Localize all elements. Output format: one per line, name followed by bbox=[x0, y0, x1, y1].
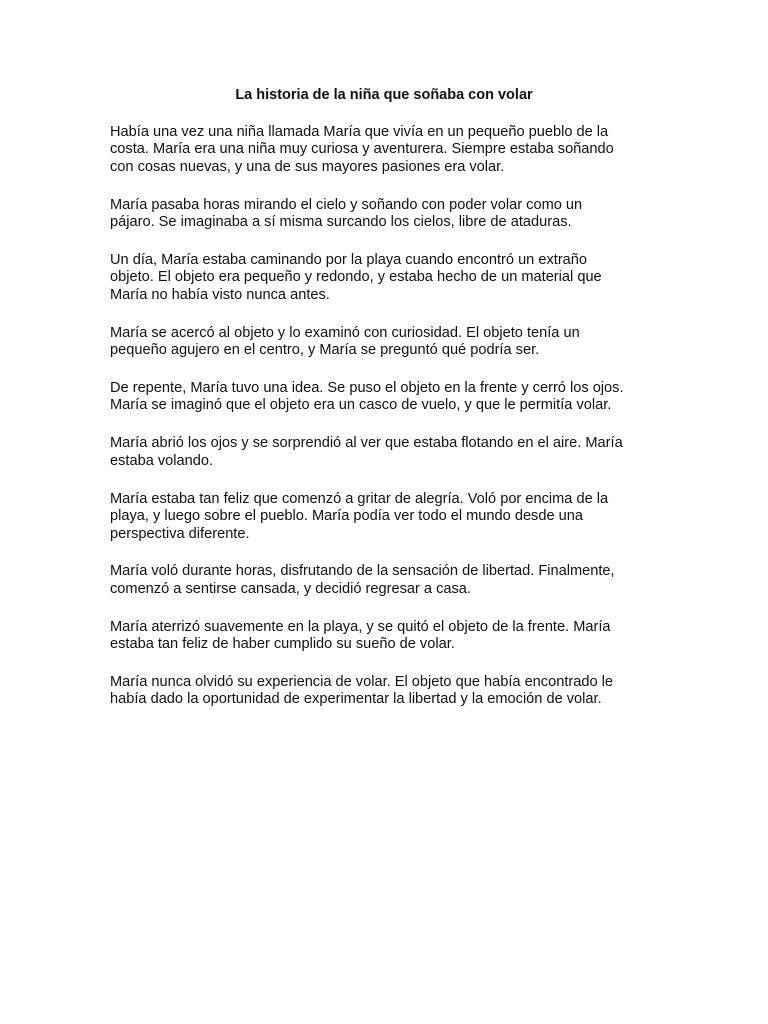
paragraph bbox=[110, 435, 670, 470]
paragraph bbox=[110, 619, 670, 654]
paragraph-line: María abrió los ojos y se sorprendió al ver que estaba flotando en el aire. María bbox=[110, 435, 623, 452]
paragraph bbox=[110, 197, 670, 232]
paragraph-line: había dado la oportunidad de experimentar la libertad y la emoción de volar. bbox=[110, 691, 602, 708]
paragraph-line: estaba volando. bbox=[110, 452, 214, 469]
paragraph-line: María aterrizó suavemente en la playa, y se quitó el objeto de la frente. María bbox=[110, 618, 611, 635]
paragraph bbox=[110, 252, 670, 304]
paragraph-line: María nunca olvidó su experiencia de volar. El objeto que había encontrado le bbox=[110, 674, 614, 691]
paragraph-line: María no había visto nunca antes. bbox=[110, 286, 330, 303]
paragraph-line: pequeño agujero en el centro, y María se preguntó qué podría ser. bbox=[110, 342, 540, 359]
paragraph bbox=[110, 674, 670, 709]
paragraph-line: Había una vez una niña llamada María que vivía en un pequeño pueblo de la bbox=[110, 124, 609, 140]
paragraph-line: De repente, María tuvo una idea. Se puso el objeto en la frente y cerró los ojos. bbox=[110, 380, 624, 397]
paragraph-line: María se acercó al objeto y lo examinó con curiosidad. El objeto tenía un bbox=[110, 324, 580, 341]
paragraph-line: con cosas nuevas, y una de sus mayores pasiones era volar. bbox=[110, 158, 505, 175]
paragraph-line: pájaro. Se imaginaba a sí misma surcando los cielos, libre de ataduras. bbox=[110, 214, 572, 231]
paragraph bbox=[110, 491, 670, 543]
paragraph bbox=[110, 563, 670, 598]
paragraph-line: María pasaba horas mirando el cielo y soñando con poder volar como un bbox=[110, 196, 583, 213]
paragraph-line: María estaba tan feliz que comenzó a gritar de alegría. Voló por encima de la bbox=[110, 490, 609, 507]
paragraph bbox=[110, 325, 670, 360]
paragraph bbox=[110, 380, 670, 415]
document-body bbox=[110, 124, 670, 729]
paragraph-line: perspectiva diferente. bbox=[110, 525, 250, 542]
paragraph-line: comenzó a sentirse cansada, y decidió regresar a casa. bbox=[110, 580, 471, 597]
paragraph-line: objeto. El objeto era pequeño y redondo, y estaba hecho de un material que bbox=[110, 269, 602, 286]
paragraph-line: María voló durante horas, disfrutando de la sensación de libertad. Finalmente, bbox=[110, 563, 615, 580]
paragraph-line: Un día, María estaba caminando por la playa cuando encontró un extraño bbox=[110, 252, 588, 269]
paragraph bbox=[110, 124, 670, 176]
paragraph-line: costa. María era una niña muy curiosa y aventurera. Siempre estaba soñando bbox=[110, 141, 614, 158]
paragraph-line: playa, y luego sobre el pueblo. María podía ver todo el mundo desde una bbox=[110, 508, 583, 525]
paragraph-line: María se imaginó que el objeto era un casco de vuelo, y que le permitía volar. bbox=[110, 397, 612, 414]
document-title: La historia de la niña que soñaba con volar bbox=[235, 87, 533, 103]
paragraph-line: estaba tan feliz de haber cumplido su sueño de volar. bbox=[110, 636, 455, 653]
